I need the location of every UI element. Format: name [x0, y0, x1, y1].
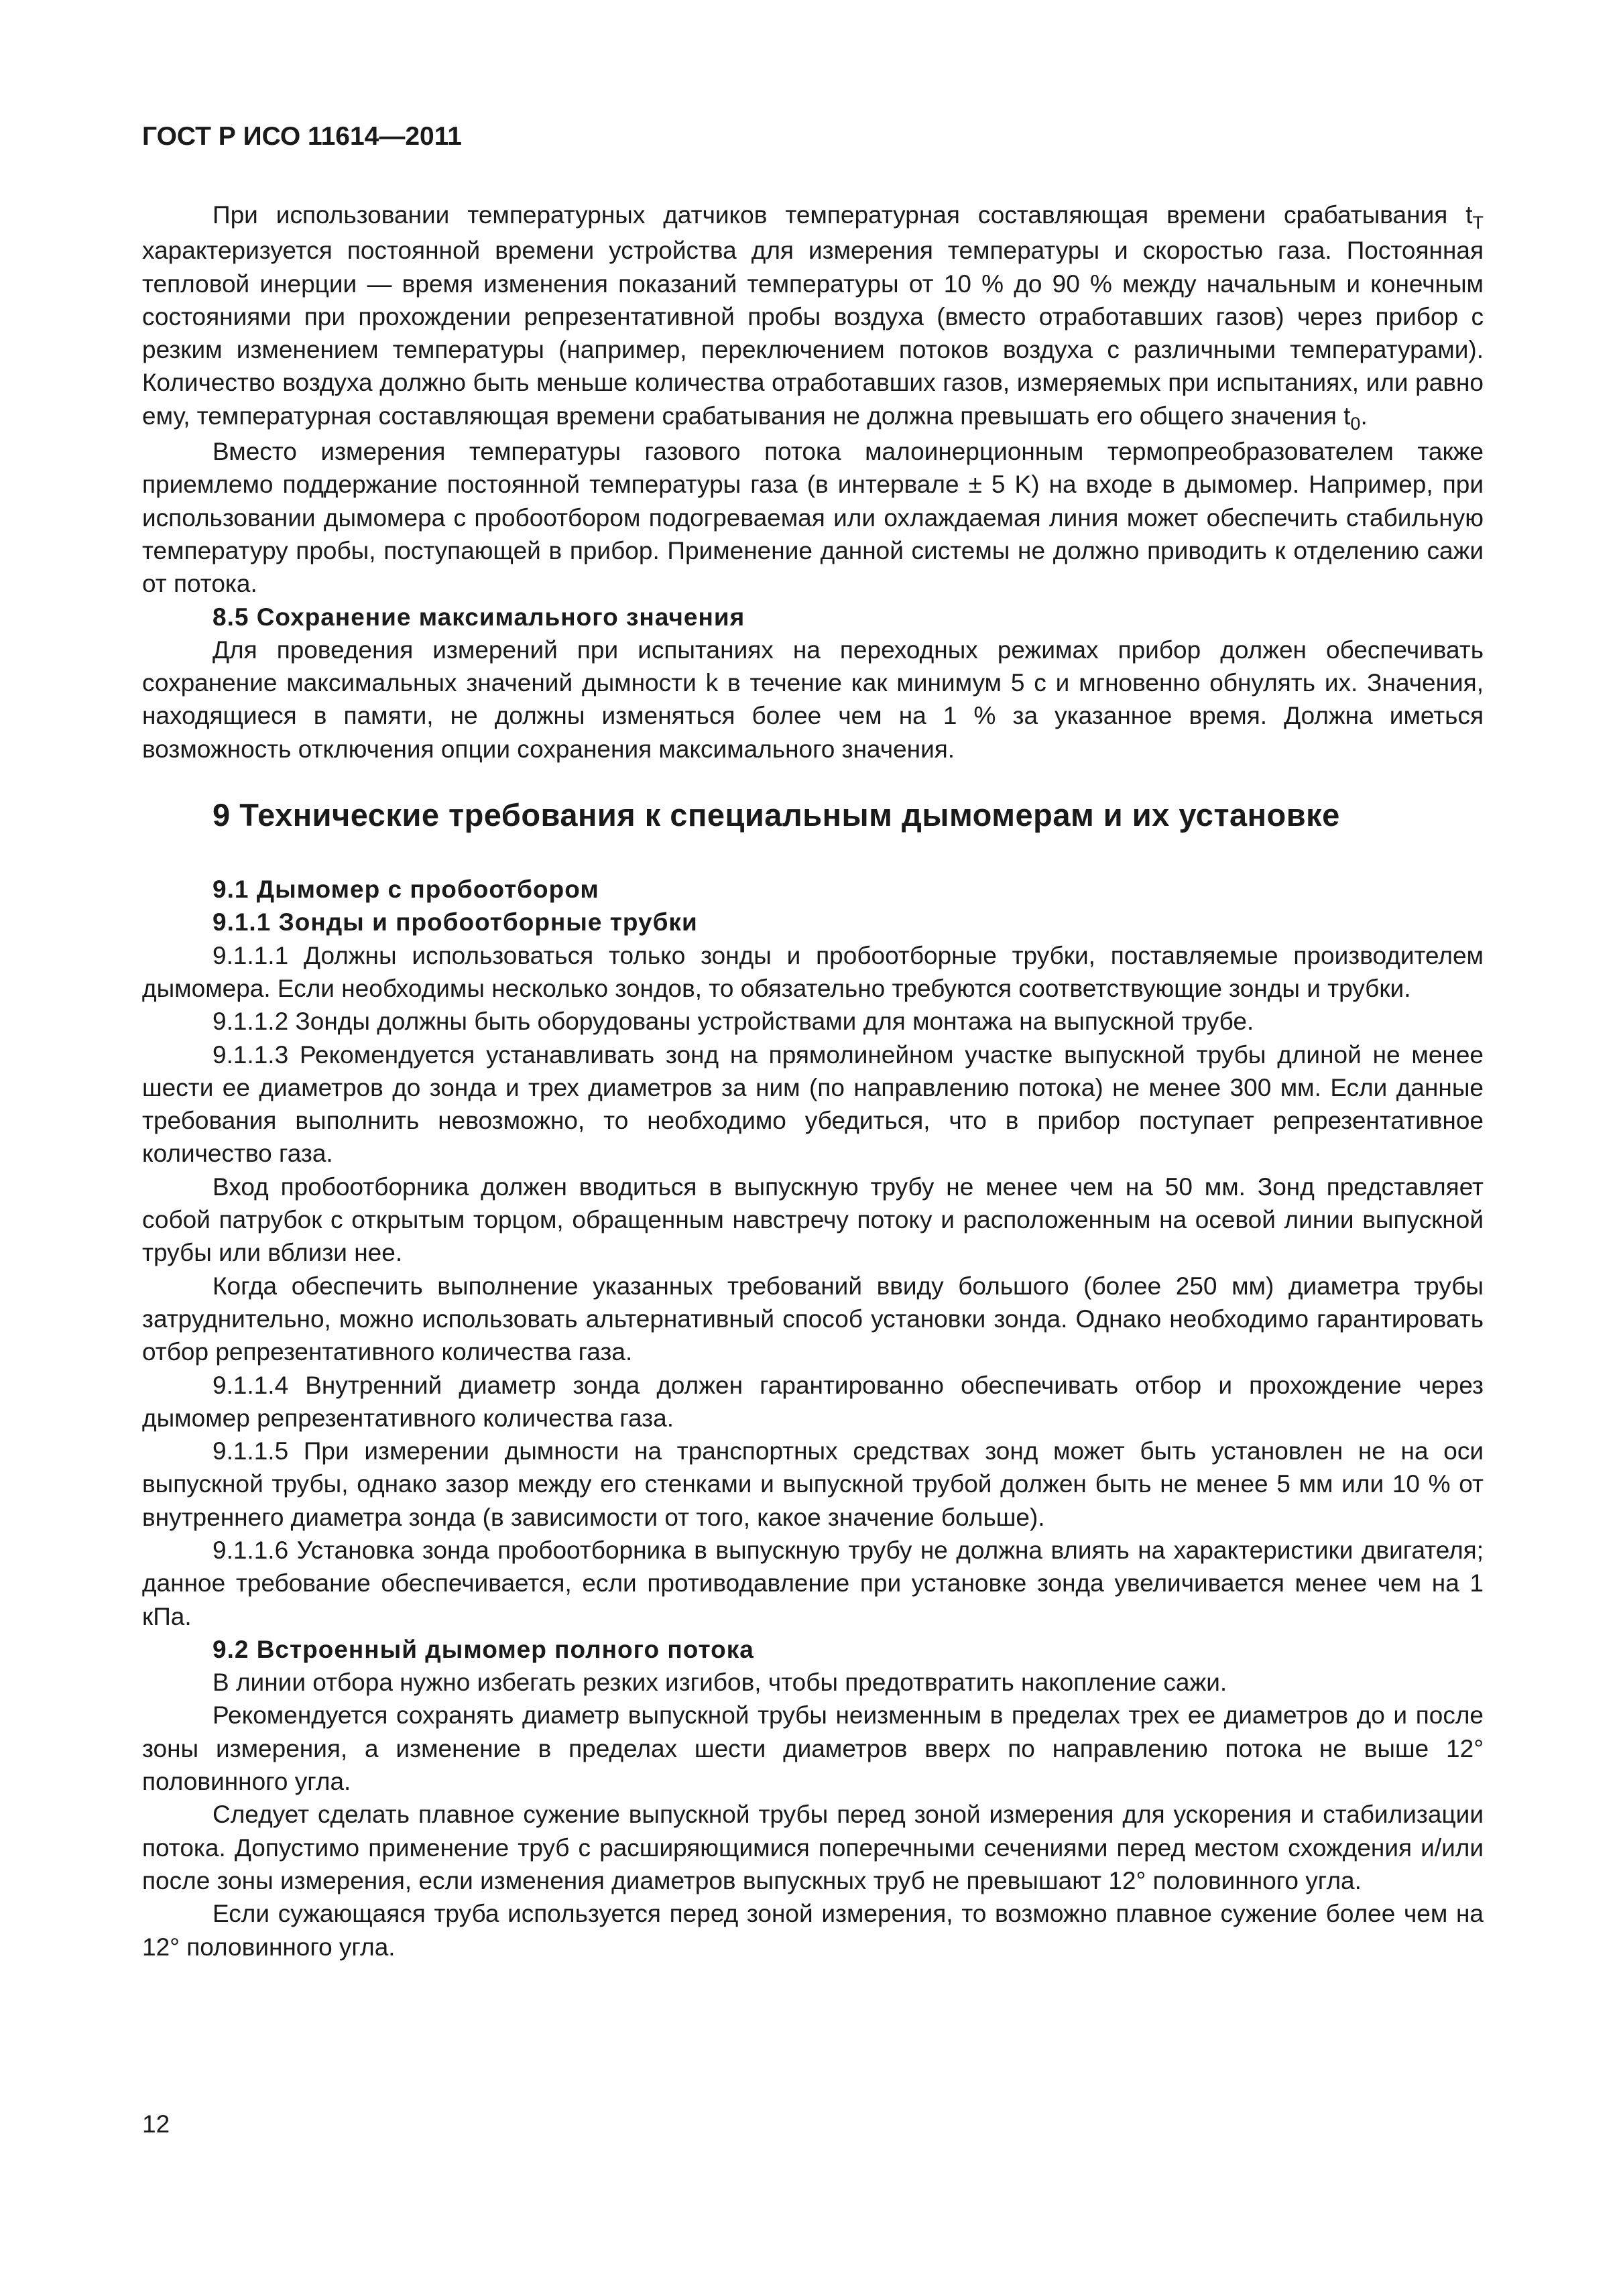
paragraph-9-1-1-3: 9.1.1.3 Рекомендуется устанавливать зонд на прямолинейном участке выпускной трубы длиной не менее шести ее диаметров до зонда и трех диаметров за ним (по направлению потока) не менее 300 мм. Если данные требования выполнить невозможно, то необходимо убедиться, что в прибор поступает репрезентативное количество газа.	[142, 1040, 1484, 1168]
section-heading-9: 9 Технические требования к специальным дымомерам и их установке	[213, 797, 1340, 833]
paragraph-response-time: При использовании температурных датчиков температурная составляющая времени срабатывания $t_T$ характеризуется постоянной времени устройства для измерения температуры и скоростью газа. Постоянная тепловой инерции — время изменения показаний температуры от 10 % до 90 % между начальным и конечным состояниями при прохождении репрезентативной пробы воздуха (вместо отработавших газов) через прибор с резким изменением температуры (например, переключением потоков воздуха с различными температурами). Количество воздуха должно быть меньше количества отработавших газов, измеряемых при испытаниях, или равно ему, температурная составляющая времени срабатывания не должна превышать его общего значения $t_0$.	[142, 201, 1484, 434]
document-header: ГОСТ Р ИСО 11614—2011	[142, 122, 462, 151]
paragraph: Для проведения измерений при испытаниях на переходных режимах прибор должен обеспечивать сохранение максимальных значений дымности k в течение как минимум 5 с и мгновенно обнулять их. Значения, находящиеся в памяти, не должны изменяться более чем на 1 % за указанное время. Должна иметься возможность отключения опции сохранения максимального значения.	[142, 636, 1484, 763]
paragraph: Когда обеспечить выполнение указанных требований ввиду большого (более 250 мм) диаметра трубы затруднительно, можно использовать альтернативный способ установки зонда. Однако необходимо гарантировать отбор репрезентативного количества газа.	[142, 1272, 1484, 1366]
section-heading-9-1: 9.1 Дымомер с пробоотбором	[213, 875, 599, 904]
section-heading-9-2: 9.2 Встроенный дымомер полного потока	[213, 1635, 754, 1663]
paragraph-9-1-1-4: 9.1.1.4 Внутренний диаметр зонда должен гарантированно обеспечивать отбор и прохождение через дымомер репрезентативного количества газа.	[142, 1371, 1484, 1432]
subscript: T	[1472, 213, 1484, 233]
section-heading-9-1-1: 9.1.1 Зонды и пробоотборные трубки	[213, 908, 698, 936]
paragraph: В линии отбора нужно избегать резких изгибов, чтобы предотвратить накопление сажи.	[213, 1669, 1227, 1697]
paragraph: Рекомендуется сохранять диаметр выпускной трубы неизменным в пределах трех ее диаметров до и после зоны измерения, а изменение в пределах шести диаметров вверх по направлению потока не выше 12° половинного угла.	[142, 1701, 1484, 1796]
subscript: 0	[1350, 413, 1361, 434]
paragraph-9-1-1-1: 9.1.1.1 Должны использоваться только зонды и пробоотборные трубки, поставляемые производителем дымомера. Если необходимы несколько зондов, то обязательно требуются соответствующие зонды и трубки.	[142, 941, 1484, 1002]
paragraph: Если сужающаяся труба используется перед зоной измерения, то возможно плавное сужение более чем на 12° половинного угла.	[142, 1900, 1484, 1961]
page-number: 12	[142, 2110, 170, 2138]
paragraph: Вместо измерения температуры газового потока малоинерционным термопреобразователем также приемлемо поддержание постоянной температуры газа (в интервале ± 5 K) на входе в дымомер. Например, при использовании дымомера с пробоотбором подогреваемая или охлаждаемая линия может обеспечить стабильную температуру пробы, поступающей в прибор. Применение данной системы не должно приводить к отделению сажи от потока.	[142, 438, 1484, 598]
paragraph-9-1-1-2: 9.1.1.2 Зонды должны быть оборудованы устройствами для монтажа на выпускной трубе.	[213, 1008, 1254, 1036]
paragraph-9-1-1-5: 9.1.1.5 При измерении дымности на транспортных средствах зонд может быть установлен не на оси выпускной трубы, однако зазор между его стенками и выпускной трубой должен быть не менее 5 мм или 10 % от внутреннего диаметра зонда (в зависимости от того, какое значение больше).	[142, 1437, 1484, 1531]
paragraph: Вход пробоотборника должен вводиться в выпускную трубу не менее чем на 50 мм. Зонд представляет собой патрубок с открытым торцом, обращенным навстречу потоку и расположенным на осевой линии выпускной трубы или вблизи нее.	[142, 1172, 1484, 1267]
paragraph-9-1-1-6: 9.1.1.6 Установка зонда пробоотборника в выпускную трубу не должна влиять на характеристики двигателя; данное требование обеспечивается, если противодавление при установке зонда увеличивается менее чем на 1 кПа.	[142, 1536, 1484, 1630]
section-heading-8-5: 8.5 Сохранение максимального значения	[213, 603, 745, 631]
paragraph: Следует сделать плавное сужение выпускной трубы перед зоной измерения для ускорения и стабилизации потока. Допустимо применение труб с расширяющимися поперечными сечениями перед местом схождения и/или после зоны измерения, если изменения диаметров выпускных труб не превышают 12° половинного угла.	[142, 1801, 1484, 1894]
document-body	[142, 198, 1484, 1963]
